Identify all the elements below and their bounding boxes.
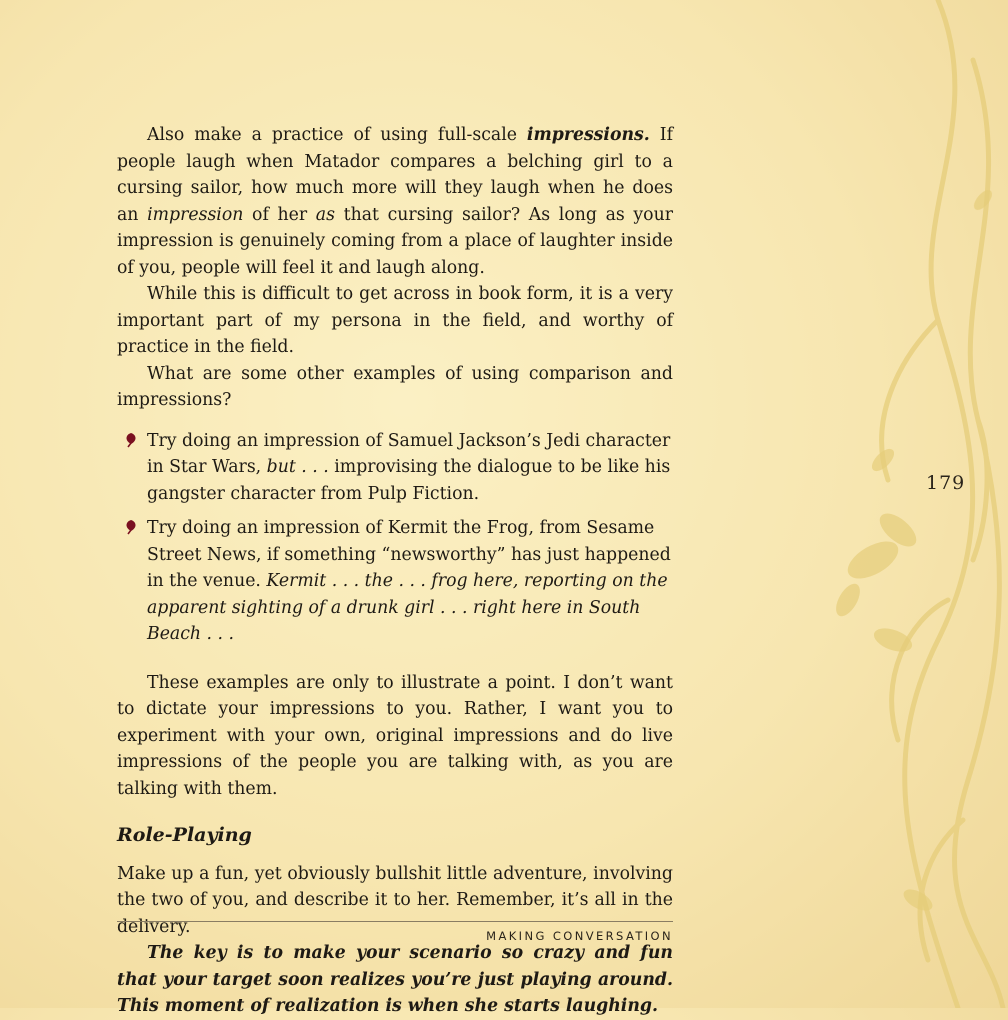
- running-footer: MAKING CONVERSATION: [486, 929, 673, 943]
- fleuron-leaf-icon: [124, 519, 138, 535]
- text-run-italic: impression: [147, 204, 244, 225]
- text-run: Try doing an impression of Samuel Jackson’s Jedi character in Star Wars,: [147, 430, 671, 477]
- list-item: [117, 428, 673, 508]
- paragraph-illustrate: These examples are only to illustrate a point. I don’t want to dictate your impressions to you. Rather, I want you to experiment with your own, original impressions and do live impressions of the people you are talking with, as you are talking with them.: [117, 672, 673, 799]
- text-run-italic: Kermit . . . the . . . frog here, reporting on the apparent sighting of a drunk girl . . . right here in South Beach . . .: [147, 571, 668, 644]
- paragraph-impressions: [117, 122, 673, 281]
- paragraph-key-point: The key is to make your scenario so crazy and fun that your target soon realizes you’re just playing around. This moment of realization is when she starts laughing.: [117, 943, 673, 1016]
- text-run-italic: but . . .: [266, 457, 329, 477]
- text-run: Try doing an impression of Kermit the Frog, from Sesame Street News, if something “newsworthy” has just happened in the venue.: [147, 518, 671, 591]
- text-run-bold-italic: impressions.: [526, 125, 650, 145]
- body-text: [117, 122, 673, 1020]
- list-item: [117, 515, 673, 648]
- vine-ornament-icon: [788, 0, 1008, 1008]
- text-run: If people laugh when Matador compares a belching girl to a cursing sailor, how much more will they laugh when he does an: [117, 125, 673, 225]
- paragraph-book-form: While this is difficult to get across in book form, it is a very important part of my persona in the field, and worthy of practice in the field.: [117, 284, 673, 357]
- text-run: that cursing sailor? As long as your impression is genuinely coming from a place of laughter inside of you, people will feel it and laugh along.: [117, 204, 673, 278]
- text-run-italic: as: [315, 204, 335, 225]
- footer-divider: [117, 921, 673, 922]
- fleuron-leaf-icon: [124, 432, 138, 448]
- page-number: 179: [926, 472, 966, 494]
- text-run: Also make a practice of using full-scale: [147, 125, 527, 145]
- section-heading: Role-Playing: [117, 824, 252, 846]
- examples-list: [117, 428, 673, 648]
- text-run: improvising the dialogue to be like his gangster character from Pulp Fiction.: [147, 457, 671, 504]
- paragraph-question: What are some other examples of using comparison and impressions?: [117, 363, 673, 410]
- paragraph-role-playing: Make up a fun, yet obviously bullshit little adventure, involving the two of you, and describe it to her. Remember, it’s all in the delivery.: [117, 863, 673, 937]
- text-run: of her: [243, 204, 316, 225]
